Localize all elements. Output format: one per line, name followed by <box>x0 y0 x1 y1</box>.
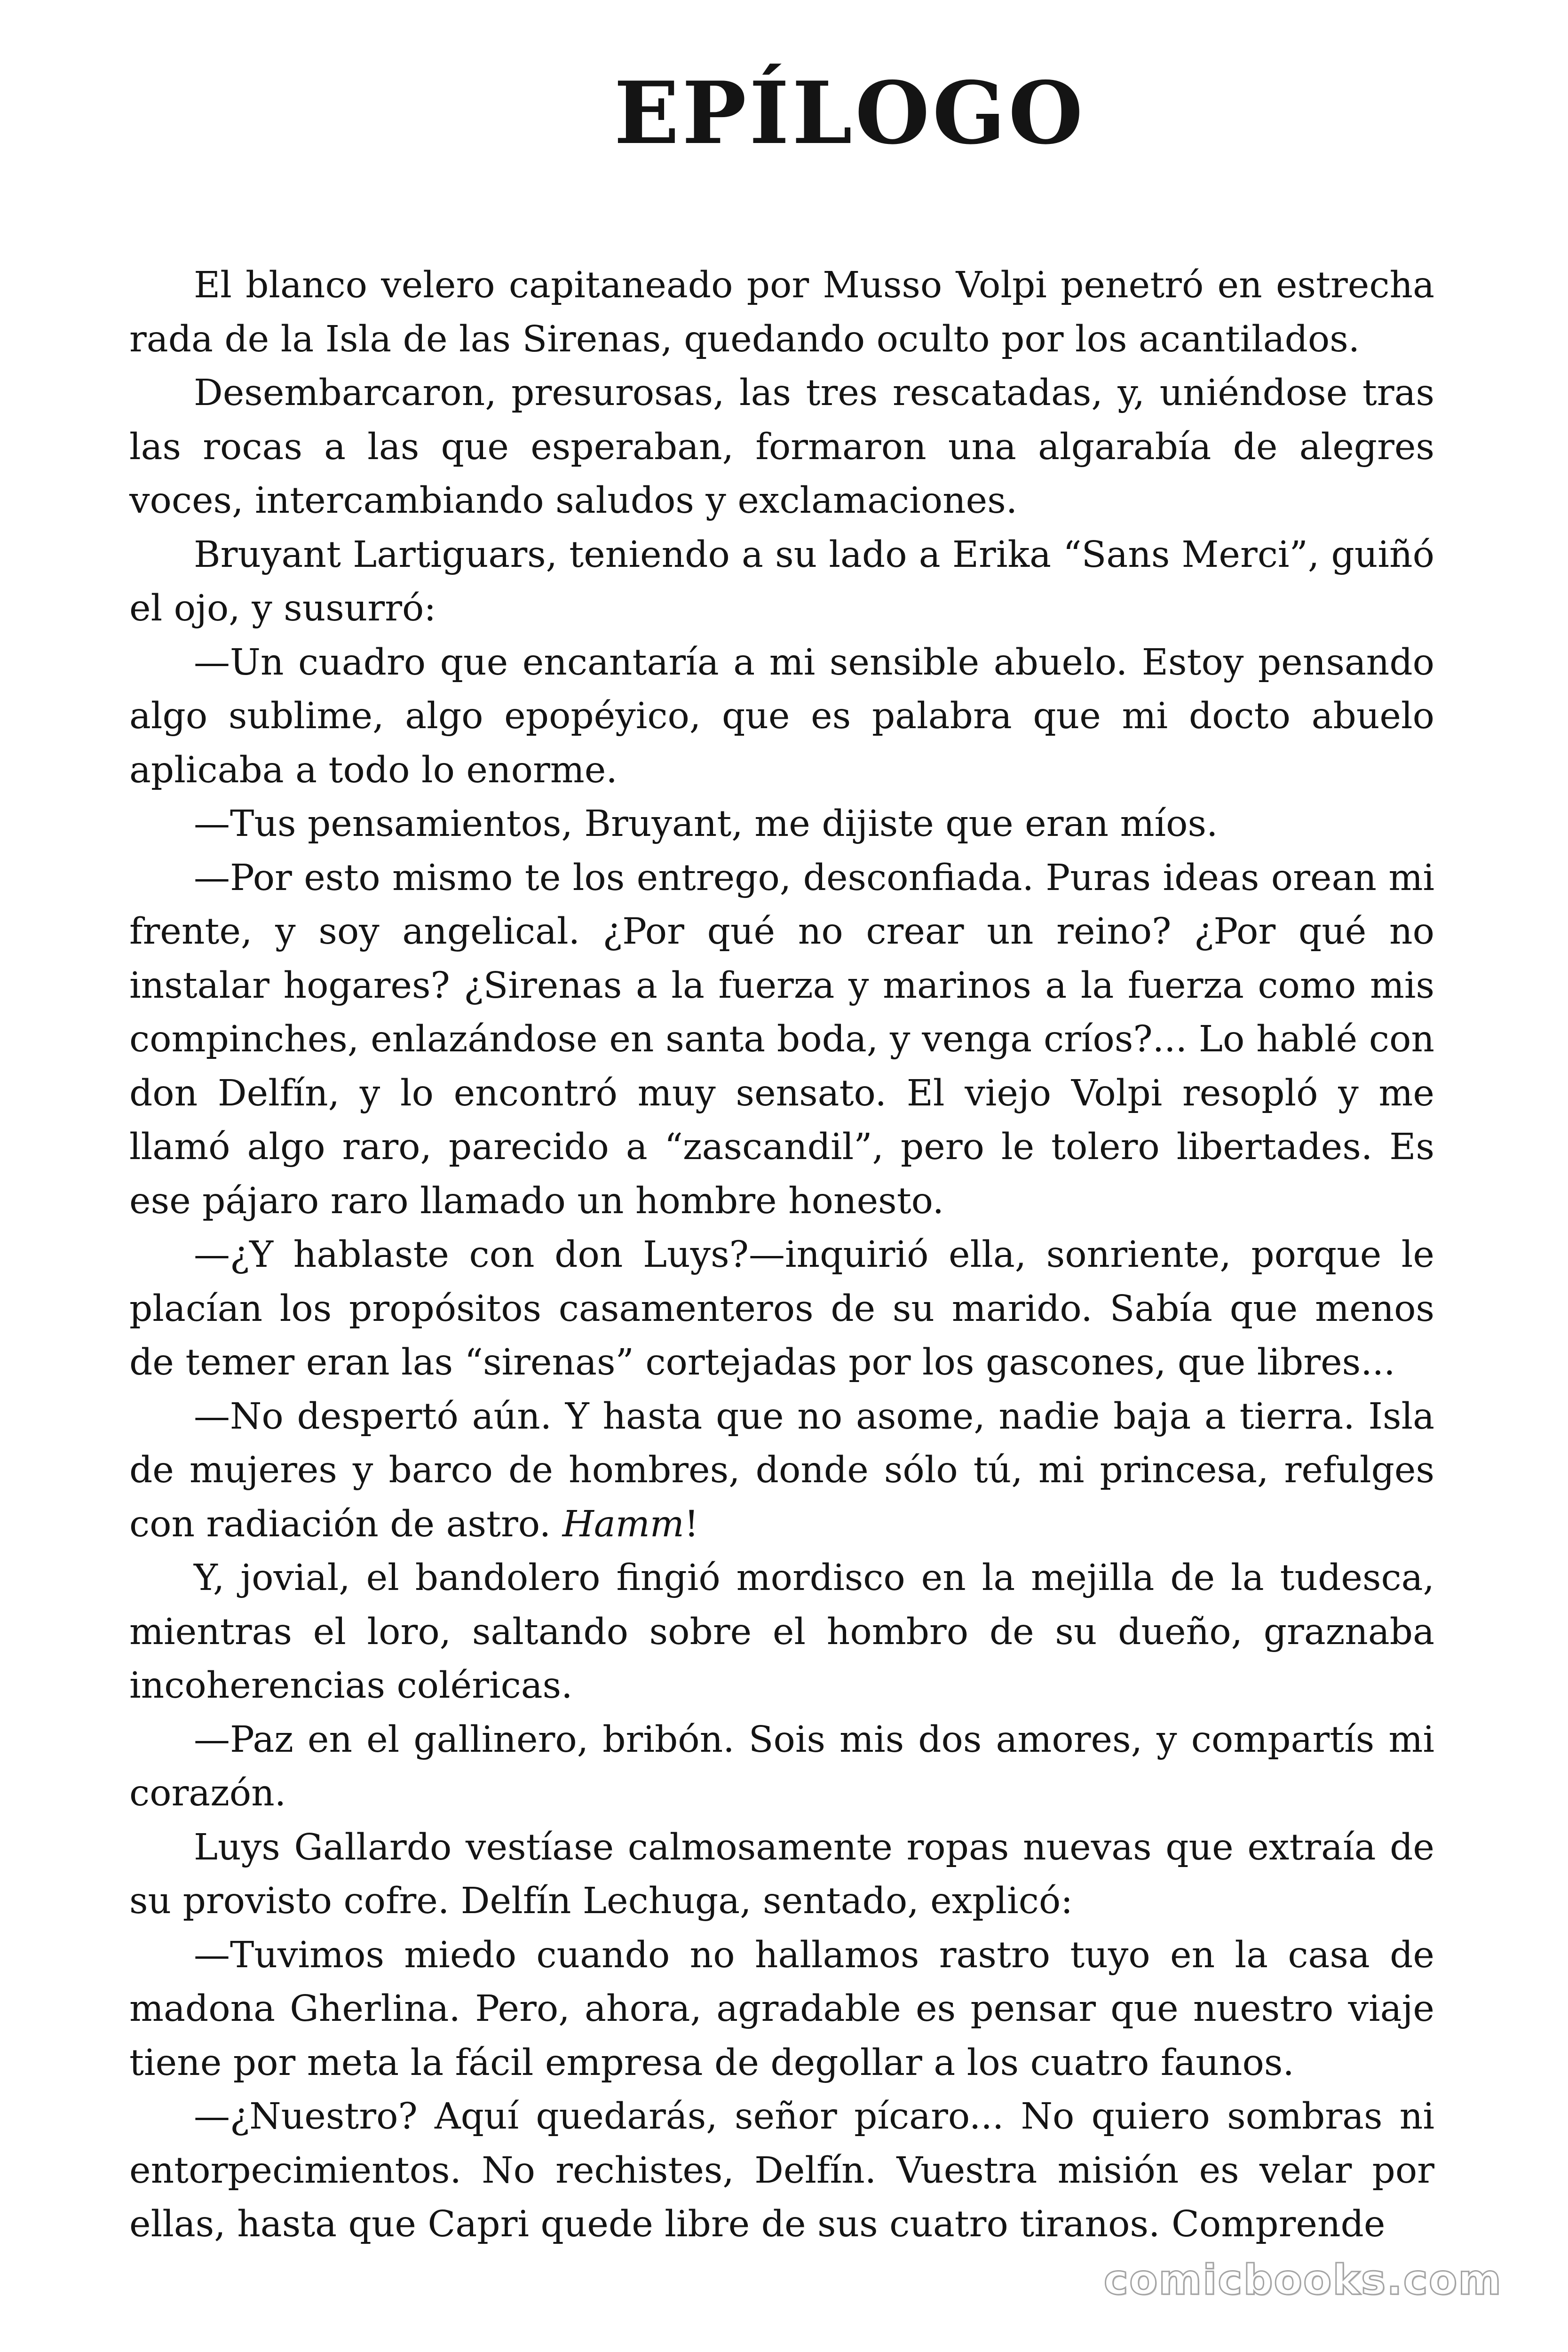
paragraph-13: —¿Nuestro? Aquí quedarás, señor pícaro... No quiero sombras ni entorpecimientos. No rechistes, Delfín. Vuestra misión es velar por ellas, hasta que Capri quede libre de sus cuatro tiranos. Comprende <box>129 2096 1434 2245</box>
chapter-title: EPÍLOGO <box>614 63 1086 163</box>
paragraph-1: El blanco velero capitaneado por Musso Volpi penetró en estrecha rada de la Isla de las Sirenas, quedando oculto por los acantilados. <box>129 264 1434 360</box>
paragraph-8 <box>129 1390 1434 1552</box>
paragraph-10: —Paz en el gallinero, bribón. Sois mis dos amores, y compartís mi corazón. <box>129 1718 1434 1814</box>
paragraph-11: Luys Gallardo vestíase calmosamente ropas nuevas que extraía de su provisto cofre. Delfín Lechuga, sentado, explicó: <box>129 1826 1434 1922</box>
paragraph-3: Bruyant Lartiguars, teniendo a su lado a Erika “Sans Merci”, guiñó el ojo, y susurró: <box>129 533 1434 629</box>
paragraph-8-tail: ! <box>684 1503 699 1545</box>
paragraph-6: —Por esto mismo te los entrego, desconfiada. Puras ideas orean mi frente, y soy angelical. ¿Por qué no crear un reino? ¿Por qué no instalar hogares? ¿Sirenas a la fuerza y marinos a la fuerza como mis compinches, enlazándose en santa boda, y venga críos?... Lo hablé con don Delfín, y lo encontró muy sensato. El viejo Volpi resopló y me llamó algo raro, parecido a “zascandil”, pero le tolero libertades. Es ese pájaro raro llamado un hombre honesto. <box>129 857 1434 1222</box>
paragraph-9: Y, jovial, el bandolero fingió mordisco en la mejilla de la tudesca, mientras el loro, saltando sobre el hombro de su dueño, graznaba incoherencias coléricas. <box>129 1557 1434 1707</box>
watermark-logo: comicbooks.com <box>1103 2256 1502 2304</box>
paragraph-5: —Tus pensamientos, Bruyant, me dijiste que eran míos. <box>194 803 1218 845</box>
chapter-body <box>129 259 1434 2252</box>
paragraph-4: —Un cuadro que encantaría a mi sensible abuelo. Estoy pensando algo sublime, algo epopéyico, que es palabra que mi docto abuelo aplicaba a todo lo enorme. <box>129 641 1434 791</box>
paragraph-7: —¿Y hablaste con don Luys?—inquirió ella, sonriente, porque le placían los propósitos casamenteros de su marido. Sabía que menos de temer eran las “sirenas” cortejadas por los gascones, que libres... <box>129 1234 1434 1383</box>
paragraph-8-text: —No despertó aún. Y hasta que no asome, nadie baja a tierra. Isla de mujeres y barco de hombres, donde sólo tú, mi princesa, refulges con radiación de astro. <box>129 1395 1434 1545</box>
paragraph-2: Desembarcaron, presurosas, las tres rescatadas, y, uniéndose tras las rocas a las que esperaban, formaron una algarabía de alegres voces, intercambiando saludos y exclamaciones. <box>129 372 1434 522</box>
paragraph-12: —Tuvimos miedo cuando no hallamos rastro tuyo en la casa de madona Gherlina. Pero, ahora, agradable es pensar que nuestro viaje tiene por meta la fácil empresa de degollar a los cuatro faunos. <box>129 1934 1434 2084</box>
emphasis-hamm: Hamm <box>562 1503 684 1545</box>
